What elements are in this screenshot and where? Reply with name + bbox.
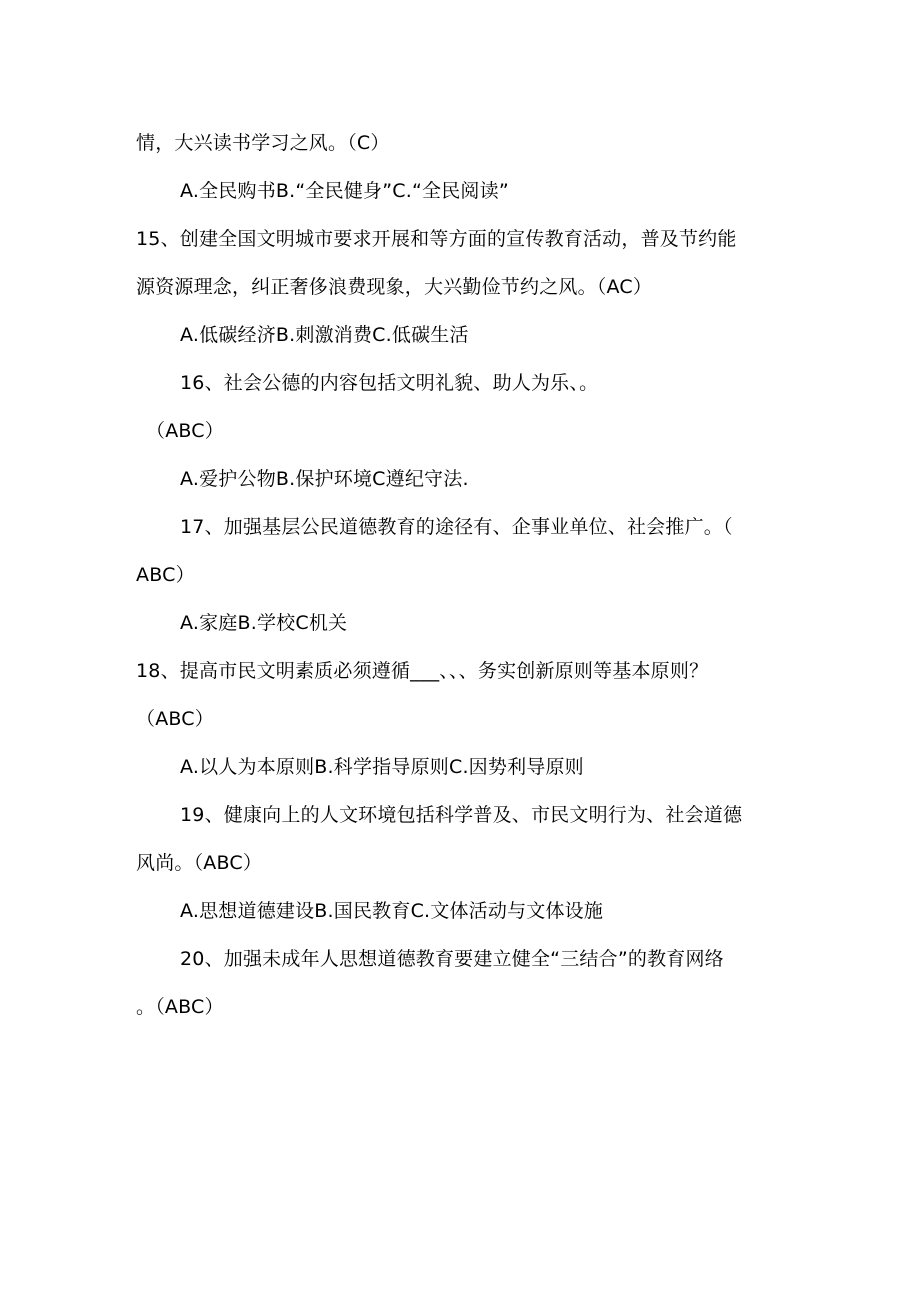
text-line: A.思想道德建设B.国民教育C.文体活动与文体设施 <box>180 900 604 922</box>
text-line: ABC） <box>136 564 195 586</box>
text-line: 源资源理念，纠正奢侈浪费现象，大兴勤俭节约之风。（AC） <box>136 276 653 298</box>
text-line: 17、加强基层公民道德教育的途径有、企事业单位、社会推广。（ <box>180 516 733 538</box>
text-line: 。（ABC） <box>136 996 224 1018</box>
text-line: A.家庭B.学校C机关 <box>180 612 348 634</box>
text-line: 情，大兴读书学习之风。（C） <box>136 132 390 154</box>
text-line: 20、加强未成年人思想道德教育要建立健全“三结合”的教育网络 <box>180 948 724 970</box>
text-line: （ABC） <box>136 708 214 730</box>
text-line: 16、社会公德的内容包括文明礼貌、助人为乐、。 <box>180 372 599 394</box>
text-line: A.低碳经济B.刺激消费C.低碳生活 <box>180 324 469 346</box>
text-line: 风尚。（ABC） <box>136 852 263 874</box>
text-line: 19、健康向上的人文环境包括科学普及、市民文明行为、社会道德 <box>180 804 743 826</box>
text-line: （ABC） <box>146 420 224 442</box>
text-line: 15、创建全国文明城市要求开展和等方面的宣传教育活动，普及节约能 <box>136 228 737 250</box>
text-line: A.爱护公物B.保护环境C遵纪守法. <box>180 468 469 490</box>
text-line: A.以人为本原则B.科学指导原则C.因势利导原则 <box>180 756 584 778</box>
text-line: 18、提高市民文明素质必须遵循___、、、务实创新原则等基本原则？ <box>136 660 709 682</box>
text-line: A.全民购书B.“全民健身”C.“全民阅读” <box>180 180 509 202</box>
